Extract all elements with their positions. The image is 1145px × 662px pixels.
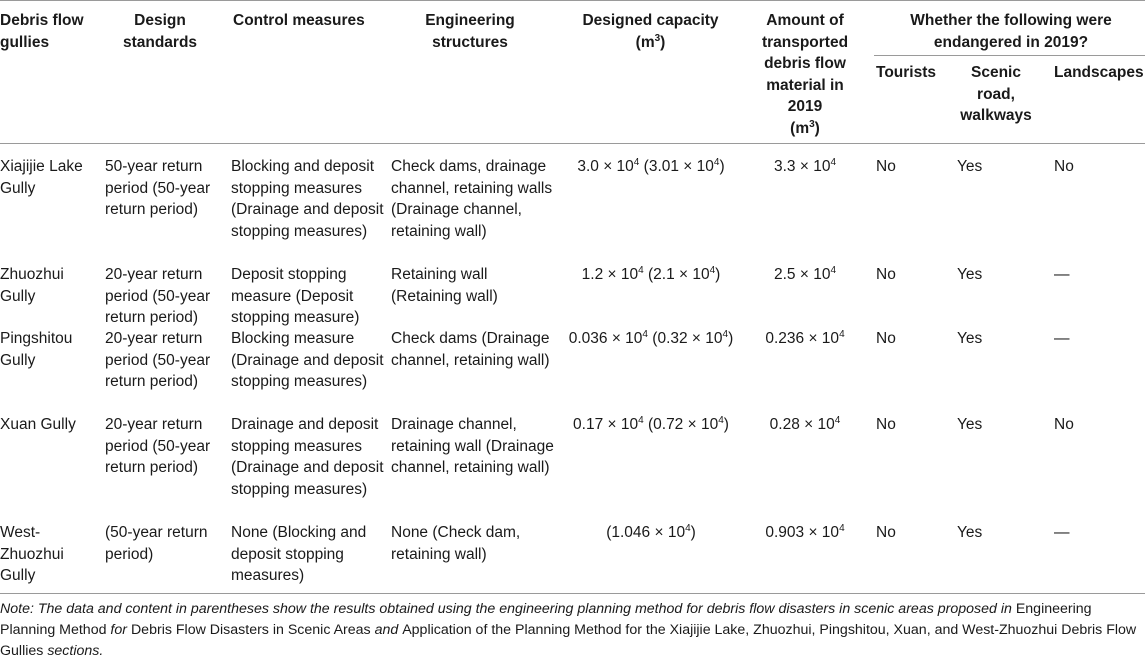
capacity-close: ) xyxy=(719,158,725,175)
header-engineering-structures: Engineering structures xyxy=(425,12,515,51)
row3-landscapes: — xyxy=(1054,330,1070,347)
row4-road: Yes xyxy=(957,416,983,433)
capacity-main-exp: 4 xyxy=(638,264,644,276)
unit-base: (m xyxy=(790,119,810,137)
row4-standards: 20-year return period (50-year return period) xyxy=(105,416,211,476)
capacity-paren-exp: 4 xyxy=(722,328,729,340)
row1-capacity xyxy=(560,156,742,178)
amount-value: 0.236 × 10 xyxy=(765,330,840,347)
capacity-paren-exp: 4 xyxy=(713,156,720,168)
note-part: Debris Flow Disasters in Scenic Areas xyxy=(130,622,371,638)
capacity-paren-exp: 4 xyxy=(718,414,724,426)
row3-structures: Check dams (Drainage channel, retaining wall) xyxy=(391,330,550,369)
note-part: sections. xyxy=(43,643,104,659)
capacity-main: 0.17 × 10 xyxy=(573,416,639,433)
row1-control: Blocking and deposit stopping measures (Drainage and deposit stopping measures) xyxy=(231,158,384,240)
amount-exp: 4 xyxy=(839,328,845,340)
table-note xyxy=(0,599,1145,662)
row4-control: Drainage and deposit stopping measures (Drainage and deposit stopping measures) xyxy=(231,416,384,498)
unit-exponent: 3 xyxy=(654,32,661,44)
row4-structures: Drainage channel, retaining wall (Drainage channel, retaining wall) xyxy=(391,416,554,476)
capacity-paren: (2.1 × 10 xyxy=(643,266,710,283)
capacity-paren: (3.01 × 10 xyxy=(639,158,714,175)
row3-gully: Pingshitou Gully xyxy=(0,330,73,369)
amount-exp: 4 xyxy=(834,414,841,426)
row1-landscapes: No xyxy=(1054,158,1074,175)
row1-road: Yes xyxy=(957,158,983,175)
capacity-paren: (0.72 × 10 xyxy=(643,416,719,433)
endangered-group-rule xyxy=(874,55,1145,56)
row1-gully: Xiajijie Lake Gully xyxy=(0,158,83,197)
row5-landscapes: — xyxy=(1054,524,1070,541)
capacity-main-exp: 4 xyxy=(685,522,691,534)
amount-value: 2.5 × 10 xyxy=(773,266,831,283)
row2-gully: Zhuozhui Gully xyxy=(0,266,64,305)
header-designed-capacity xyxy=(563,10,738,53)
row3-tourists: No xyxy=(876,330,896,347)
row3-amount xyxy=(750,328,860,350)
row2-structures: Retaining wall (Retaining wall) xyxy=(391,266,498,305)
header-amount-unit xyxy=(750,118,860,140)
row2-amount xyxy=(750,264,860,286)
row4-amount xyxy=(750,414,860,436)
amount-value: 0.903 × 10 xyxy=(765,524,840,541)
row1-standards: 50-year return period (50-year return period) xyxy=(105,158,211,218)
table-bottom-rule xyxy=(0,593,1145,594)
row5-capacity xyxy=(560,522,742,544)
capacity-close: ) xyxy=(715,266,721,283)
row3-road: Yes xyxy=(957,330,983,347)
header-bottom-rule xyxy=(0,143,1145,144)
row1-amount xyxy=(750,156,860,178)
amount-value: 0.28 × 10 xyxy=(769,416,835,433)
header-amount-label: Amount of transported debris flow material in 2019 xyxy=(761,12,849,115)
capacity-main: 3.0 × 10 xyxy=(577,158,634,175)
row1-tourists: No xyxy=(876,158,896,175)
row5-standards: (50-year return period) xyxy=(105,524,208,563)
note-part: for xyxy=(106,622,131,638)
amount-value: 3.3 × 10 xyxy=(773,158,831,175)
header-scenic-road: Scenic road, walkways xyxy=(960,64,1032,124)
header-tourists: Tourists xyxy=(876,64,936,81)
amount-exp: 4 xyxy=(830,264,836,276)
capacity-main-exp: 4 xyxy=(633,156,640,168)
row2-road: Yes xyxy=(957,266,983,283)
row5-gully: West-Zhuozhui Gully xyxy=(0,524,64,584)
header-endangered-group: Whether the following were endangered in 2019? xyxy=(910,12,1112,51)
capacity-main: 0.036 × 10 xyxy=(568,330,643,347)
capacity-main-exp: 4 xyxy=(638,414,644,426)
unit-close: ) xyxy=(814,119,820,137)
header-gullies: Debris flow gullies xyxy=(0,12,84,51)
row5-road: Yes xyxy=(957,524,983,541)
unit-base: (m xyxy=(635,33,655,51)
row2-landscapes: — xyxy=(1054,266,1070,283)
row2-capacity xyxy=(560,264,742,286)
note-part: Application of the Planning Method for the Xiajijie Lake, Zhuozhui, Pingshitou, Xuan, and West-Zhuozhui Debris Flow Gullies xyxy=(0,622,1137,659)
row3-control: Blocking measure (Drainage and deposit stopping measures) xyxy=(231,330,384,390)
header-amount-transported xyxy=(750,10,860,139)
unit-close: ) xyxy=(660,33,666,51)
row2-tourists: No xyxy=(876,266,896,283)
header-designed-capacity-unit xyxy=(563,32,738,54)
header-design-standards: Design standards xyxy=(122,12,198,51)
row4-landscapes: No xyxy=(1054,416,1074,433)
row5-tourists: No xyxy=(876,524,896,541)
capacity-paren-exp: 4 xyxy=(709,264,716,276)
amount-exp: 4 xyxy=(839,522,845,534)
note-part: and xyxy=(370,622,403,638)
row5-control: None (Blocking and deposit stopping measures) xyxy=(231,524,367,584)
unit-exponent: 3 xyxy=(809,118,815,130)
row5-structures: None (Check dam, retaining wall) xyxy=(391,524,521,563)
row2-control: Deposit stopping measure (Deposit stopping measure) xyxy=(231,266,360,326)
row5-amount xyxy=(750,522,860,544)
row2-standards: 20-year return period (50-year return period) xyxy=(105,266,211,326)
note-part: Note: The data and content in parentheses show the results obtained using the engineering planning method for debris flow disasters in scenic areas proposed in xyxy=(0,601,1016,617)
capacity-paren: (0.32 × 10 xyxy=(647,330,723,347)
row3-standards: 20-year return period (50-year return period) xyxy=(105,330,211,390)
header-landscapes: Landscapes xyxy=(1054,64,1144,81)
table-top-rule xyxy=(0,0,1145,1)
header-designed-capacity-label: Designed capacity xyxy=(582,12,719,29)
capacity-main: 1.2 × 10 xyxy=(581,266,639,283)
row4-capacity xyxy=(560,414,742,436)
note-part: Engineering Planning Method xyxy=(0,601,1092,638)
row3-capacity xyxy=(560,328,742,350)
amount-exp: 4 xyxy=(830,156,836,168)
capacity-main: (1.046 × 10 xyxy=(606,524,686,541)
capacity-close: ) xyxy=(728,330,734,347)
header-control-measures: Control measures xyxy=(233,12,365,29)
row4-gully: Xuan Gully xyxy=(0,416,76,433)
capacity-main-exp: 4 xyxy=(642,328,648,340)
row1-structures: Check dams, drainage channel, retaining walls (Drainage channel, retaining wall) xyxy=(391,158,553,240)
capacity-paren: ) xyxy=(690,524,696,541)
row4-tourists: No xyxy=(876,416,896,433)
capacity-close: ) xyxy=(723,416,729,433)
